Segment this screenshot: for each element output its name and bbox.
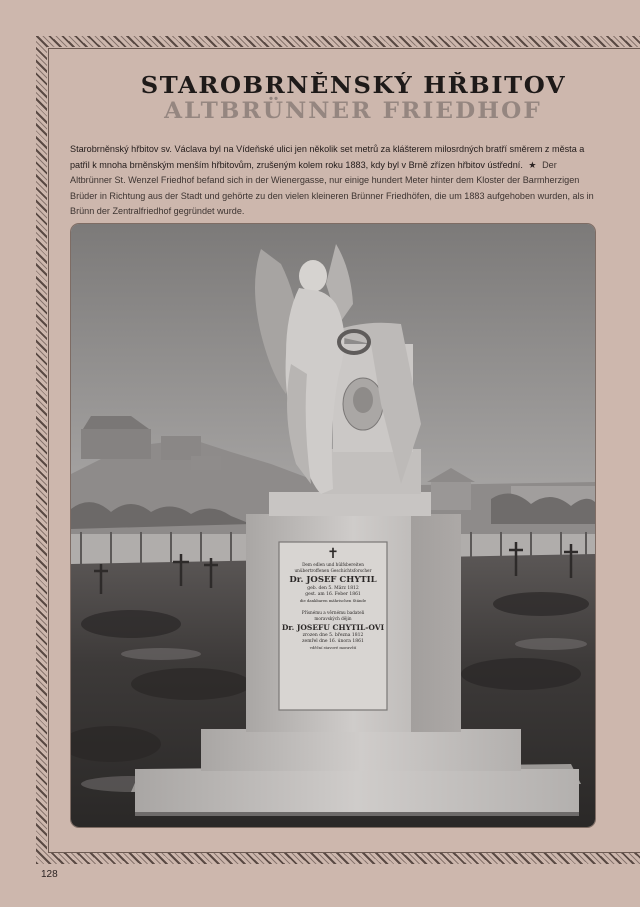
plaque-name-german: Dr. JOSEF CHYTIL bbox=[289, 575, 377, 585]
memorial-plaque bbox=[279, 542, 387, 710]
page-title-czech: STAROBRNĚNSKÝ HŘBITOV bbox=[140, 72, 567, 99]
page-title-german: ALTBRÜNNER FRIEDHOF bbox=[164, 98, 542, 124]
star-separator: ★ bbox=[528, 159, 537, 170]
plaque-dedication-line: die dankbaren mährischen Stände bbox=[299, 598, 367, 603]
plaque-date-line: zrozen dne 5. března 1812 bbox=[302, 633, 364, 638]
page-number: 128 bbox=[41, 869, 58, 880]
plaque-cross-icon: ✝ bbox=[327, 546, 339, 562]
plaque-dedication-line: Dem edlen und hülfsbereiten bbox=[302, 562, 364, 567]
plaque-dedication-line: vděční stavové moravští bbox=[309, 645, 357, 650]
cemetery-photograph bbox=[71, 224, 595, 827]
intro-text-czech: Starobrněnský hřbitov sv. Václava byl na Vídeňské ulici jen několik set metrů za klášterem milosrdných bratří směrem z města a patřil k mnoha brněnským menším hřbitovům, zrušeným kolem roku 1883, kdy byl v Brně zřízen hřbitov ústřední. bbox=[70, 144, 585, 170]
plaque-dedication-line: unübertroffenen Geschichtsforscher bbox=[294, 568, 372, 573]
plaque-date-line: zemřel dne 16. února 1861 bbox=[302, 639, 364, 644]
intro-paragraph bbox=[70, 142, 598, 220]
plaque-date-line: geb. den 5. März 1812 bbox=[307, 586, 359, 591]
plaque-date-line: gest. am 16. Feber 1861 bbox=[305, 592, 361, 597]
intro-text-german: Der Altbrünner St. Wenzel Friedhof befand sich in der Wienergasse, nur einige hundert Meter hinter dem Kloster der Barmherzigen Brüder in Richtung aus der Stadt und gehörte zu den vielen kleineren Brünner Friedhöfen, die um 1883 aufgehoben wurden, als in Brünn der Zentralfriedhof gegründet wurde. bbox=[70, 159, 594, 216]
plaque-dedication-line: Přísnému a věrnému badateli bbox=[301, 610, 365, 615]
plaque-name-czech: Dr. JOSEFU CHYTIL-OVI bbox=[281, 623, 385, 632]
plaque-dedication-line: moravských dějin bbox=[314, 616, 352, 621]
